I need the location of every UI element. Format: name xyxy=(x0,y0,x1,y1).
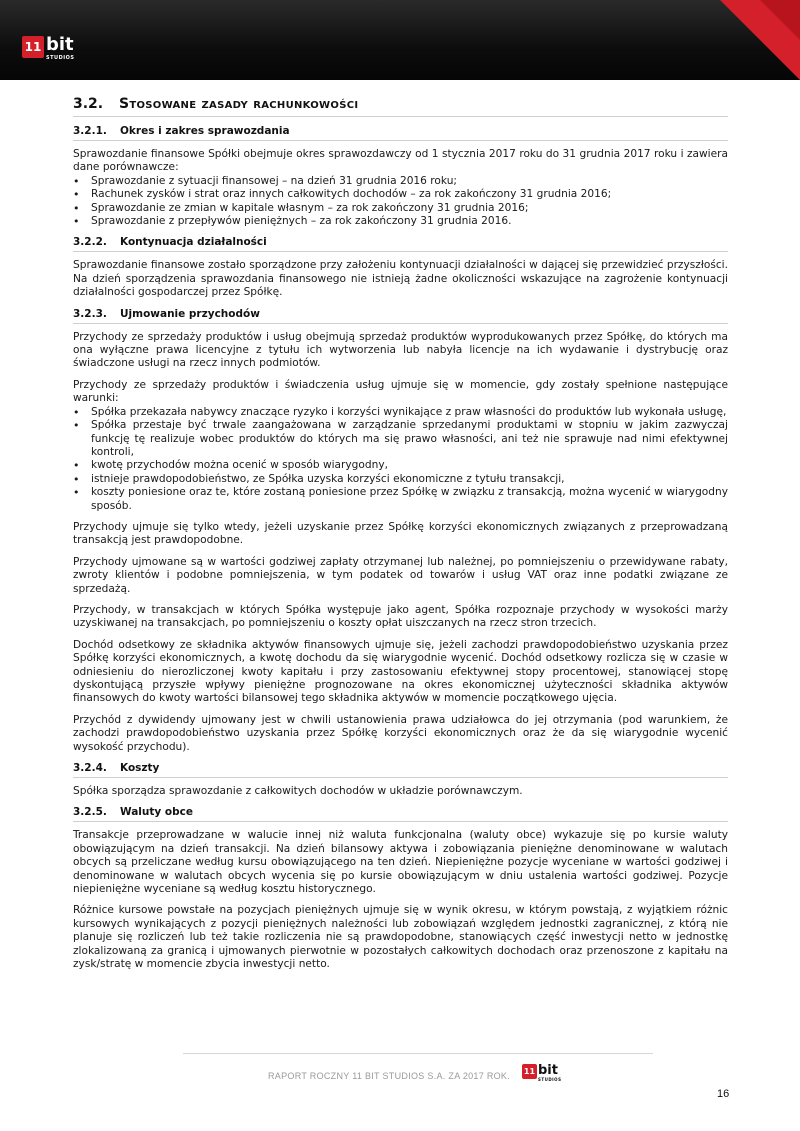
paragraph: Sprawozdanie finansowe Spółki obejmuje okres sprawozdawczy od 1 stycznia 2017 roku do 31 grudnia 2017 roku i zawiera dane porównawcze: xyxy=(73,148,728,174)
list-item: • istnieje prawdopodobieństwo, ze Spółka uzyska korzyści ekonomiczne z tytułu transakcji, xyxy=(73,473,728,486)
subsection-title: Koszty xyxy=(120,762,160,775)
company-logo xyxy=(22,36,74,61)
list-item: • Spółka przekazała nabywcy znaczące ryzyko i korzyści wynikające z praw własności do produktów lub wykonała usługę, xyxy=(73,406,728,419)
subsection-number: 3.2.1. xyxy=(73,125,107,137)
paragraph: Przychody ze sprzedaży produktów i świadczenia usług ujmuje się w momencie, gdy zostały spełnione następujące warunki: xyxy=(73,378,728,405)
footer-logo-sub: STUDIOS xyxy=(538,1077,562,1082)
bullet-list xyxy=(73,406,728,513)
list-item: • Sprawozdanie z sytuacji finansowej – na dzień 31 grudnia 2016 roku; xyxy=(73,175,728,188)
subsection-heading xyxy=(73,125,728,141)
paragraph: Przychody ujmowane są w wartości godziwej zapłaty otrzymanej lub należnej, po pomniejszeniu o przewidywane rabaty, zwroty klientów i podobne pomniejszenia, w tym podatek od towarów i usług VAT oraz inne podatki związane ze sprzedażą. xyxy=(73,555,728,595)
footer-logo-mark: 11 xyxy=(522,1064,537,1079)
paragraph: Różnice kursowe powstałe na pozycjach pieniężnych ujmuje się w wynik okresu, w którym powstają, z wyjątkiem różnic kursowych wynikających z pozycji pieniężnych należności lub zobowiązań względem jednostki zagranicznej, z którą nie planuje się rozliczeń lub też takie rozliczenia nie są prawdopodobne, stanowiących część inwestycji netto w jednostkę zlokalizowaną za granicą i ujmowanych pierwotnie w pozostałych całkowitych dochodach oraz przenoszone z kapitału na zysk/stratę w momencie zbycia inwestycji netto. xyxy=(73,904,728,971)
subsection-number: 3.2.2. xyxy=(73,236,107,249)
subsection-title: Okres i zakres sprawozdania xyxy=(120,125,290,137)
footer-divider xyxy=(183,1053,653,1054)
subsection-number: 3.2.3. xyxy=(73,307,107,320)
list-item: • Spółka przestaje być trwale zaangażowana w zarządzanie sprzedanymi produktami w stopniu w jakim zazwyczaj funkcję tę realizuje wobec produktów do których ma się prawo własności, ani też nie sprawuje nad nimi efektywnej kontroli, xyxy=(73,419,728,459)
footer-report-title: RAPORT ROCZNY 11 BIT STUDIOS S.A. ZA 2017 ROK. xyxy=(268,1071,511,1081)
header-red-corner-inner xyxy=(760,0,800,40)
page-number: 16 xyxy=(717,1088,730,1100)
bullet-list xyxy=(73,175,728,229)
subsection-number: 3.2.5. xyxy=(73,806,107,819)
paragraph: Przychody, w transakcjach w których Spółka występuje jako agent, Spółka rozpoznaje przychody w wysokości marży uzyskiwanej na transakcjach, po pomniejszeniu o koszty opłat uiszczanych na rzecz stron trzecich. xyxy=(73,603,728,630)
section-number: 3.2. xyxy=(73,96,104,112)
logo-word: bit xyxy=(46,34,74,55)
paragraph: Dochód odsetkowy ze składnika aktywów finansowych ujmuje się, jeżeli zachodzi prawdopodobieństwo uzyskania przez Spółkę korzyści ekonomicznych, a kwotę dochodu da się wiarygodnie wycenić. Dochód odsetkowy rozlicza się w czasie w odniesieniu do nierozliczonej kwoty kapitału i przy zastosowaniu efektywnej stopy procentowej, stanowiącej stopę dyskontującą przyszłe wpływy pieniężne prognozowane na okres ekonomicznej użyteczności składnika aktywów finansowych do kwoty wartości bilansowej tego składnika aktywów w momencie początkowego ujęcia. xyxy=(73,638,728,705)
paragraph: Przychody ze sprzedaży produktów i usług obejmują sprzedaż produktów wyprodukowanych przez Spółkę, do których ma ona wyłączne prawa licencyjne z tytułu ich wytworzenia lub nabyła licencje na ich wydawanie i dystrybucję oraz świadczone usługi na rzecz innych podmiotów. xyxy=(73,330,728,370)
list-item: • kwotę przychodów można ocenić w sposób wiarygodny, xyxy=(73,459,728,472)
paragraph: Sprawozdanie finansowe zostało sporządzone przy założeniu kontynuacji działalności w dającej się przewidzieć przyszłości. Na dzień sporządzenia sprawozdania finansowego nie istnieją żadne okoliczności wskazujące na zagrożenie kontynuacji działalności gospodarczej przez Spółkę. xyxy=(73,259,728,299)
section-title: Stosowane zasady rachunkowości xyxy=(119,96,359,112)
paragraph: Spółka sporządza sprawozdanie z całkowitych dochodów w układzie porównawczym. xyxy=(73,785,523,798)
subsection-heading xyxy=(73,308,728,324)
section-heading xyxy=(73,96,728,117)
subsection-title: Ujmowanie przychodów xyxy=(120,307,260,320)
subsection-title: Kontynuacja działalności xyxy=(120,236,267,249)
page-header xyxy=(0,0,800,80)
document-body xyxy=(73,96,728,980)
list-item: • Rachunek zysków i strat oraz innych całkowitych dochodów – za rok zakończony 31 grudnia 2016; xyxy=(73,188,728,201)
subsection-number: 3.2.4. xyxy=(73,762,107,775)
subsection-heading xyxy=(73,806,728,822)
paragraph: Transakcje przeprowadzane w walucie innej niż waluta funkcjonalna (waluty obce) wykazuje się po kursie waluty obowiązującym na dzień transakcji. Na dzień bilansowy aktywa i zobowiązania pieniężne denominowane w walutach obcych są przeliczane według kursu obowiązującego na ten dzień. Niepieniężne pozycje wyceniane w wartości godziwej i denominowane w walutach obcych wycenia się po kursie obowiązującym w dniu ustalenia wartości godziwej. Pozycje niepieniężne wyceniane są według kosztu historycznego. xyxy=(73,829,728,896)
list-item: • Sprawozdanie z przepływów pieniężnych – za rok zakończony 31 grudnia 2016. xyxy=(73,215,728,228)
logo-sub: STUDIOS xyxy=(46,55,75,61)
list-item: • koszty poniesione oraz te, które zostaną poniesione przez Spółkę w związku z transakcją, można wycenić w wiarygodny sposób. xyxy=(73,486,728,513)
subsection-heading xyxy=(73,762,728,778)
footer-logo-word: bit xyxy=(538,1063,558,1078)
list-item: • Sprawozdanie ze zmian w kapitale własnym – za rok zakończony 31 grudnia 2016; xyxy=(73,202,728,215)
paragraph: Przychody ujmuje się tylko wtedy, jeżeli uzyskanie przez Spółkę korzyści ekonomicznych związanych z przeprowadzaną transakcją jest prawdopodobne. xyxy=(73,520,728,547)
footer-logo xyxy=(522,1064,561,1082)
paragraph: Przychód z dywidendy ujmowany jest w chwili ustanowienia prawa udziałowca do jej otrzymania (pod warunkiem, że zachodzi prawdopodobieństwo uzyskania przez Spółkę korzyści ekonomicznych oraz że da się wiarygodnie wycenić wysokość przychodu). xyxy=(73,713,728,753)
subsection-title: Waluty obce xyxy=(120,806,193,819)
logo-mark: 11 xyxy=(22,36,44,58)
subsection-heading xyxy=(73,236,728,252)
